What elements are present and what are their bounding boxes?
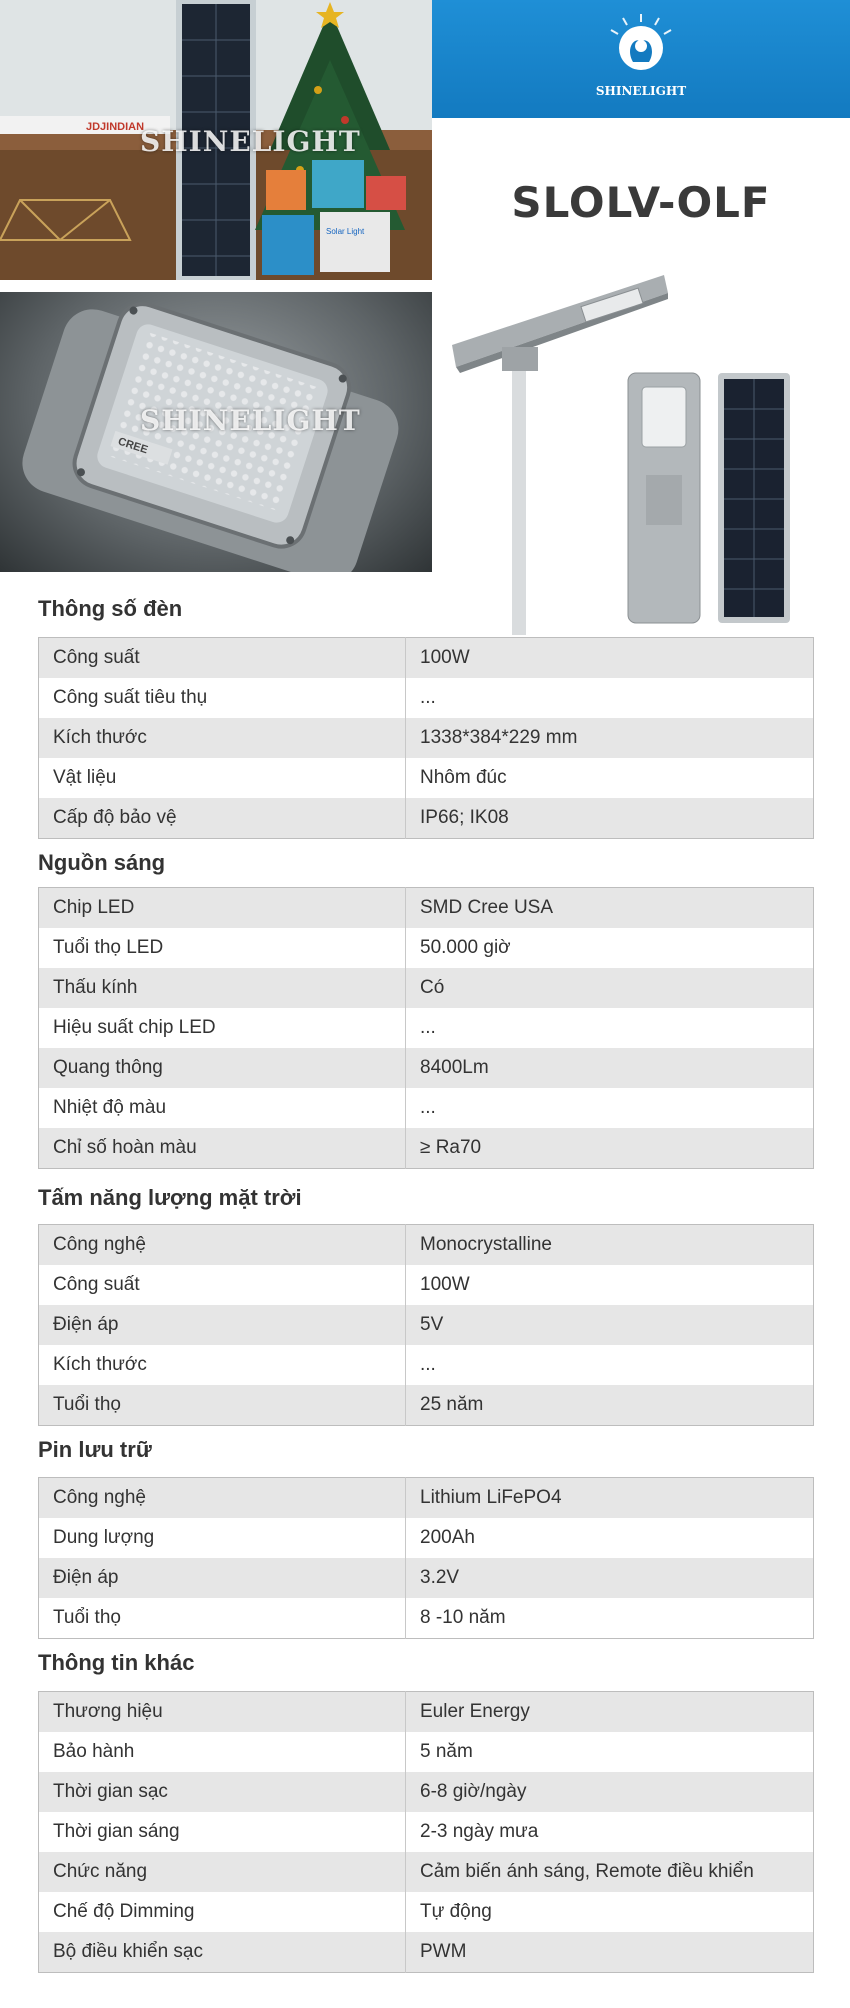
spec-value: 50.000 giờ (406, 928, 814, 968)
spec-value: ... (406, 1088, 814, 1128)
shinelight-logo-icon (432, 0, 850, 118)
street-light-product-icon (432, 235, 850, 635)
table-row (39, 888, 814, 929)
table-row (39, 678, 814, 718)
table-row (39, 1558, 814, 1598)
brand-header (432, 0, 850, 118)
table-row (39, 798, 814, 839)
spec-value: 3.2V (406, 1558, 814, 1598)
spec-label: Vật liệu (39, 758, 406, 798)
table-row (39, 1772, 814, 1812)
table-row (39, 1932, 814, 1973)
spec-label: Kích thước (39, 718, 406, 758)
spec-value: SMD Cree USA (406, 888, 814, 929)
spec-value: ... (406, 1008, 814, 1048)
spec-label: Thương hiệu (39, 1692, 406, 1733)
spec-label: Tuổi thọ (39, 1598, 406, 1639)
spec-label: Chế độ Dimming (39, 1892, 406, 1932)
led-module-photo (0, 292, 432, 572)
solar-panel-table (38, 1224, 814, 1426)
table-row (39, 928, 814, 968)
table-row (39, 638, 814, 679)
table-row (39, 1478, 814, 1519)
table-row (39, 1265, 814, 1305)
spec-value: IP66; IK08 (406, 798, 814, 839)
table-row (39, 1225, 814, 1266)
led-label-text: CREE (116, 435, 150, 457)
spec-value: 1338*384*229 mm (406, 718, 814, 758)
table-row (39, 1692, 814, 1733)
spec-value: Euler Energy (406, 1692, 814, 1733)
spec-label: Bảo hành (39, 1732, 406, 1772)
spec-value: 100W (406, 638, 814, 679)
spec-label: Chỉ số hoàn màu (39, 1128, 406, 1169)
table-row (39, 1008, 814, 1048)
spec-value: 8400Lm (406, 1048, 814, 1088)
box-label-text: Solar Light (326, 227, 365, 236)
spec-value: 8 -10 năm (406, 1598, 814, 1639)
spec-value: Có (406, 968, 814, 1008)
product-illustration (432, 235, 850, 635)
lamp-specs-table (38, 637, 814, 839)
spec-label: Dung lượng (39, 1518, 406, 1558)
spec-label: Điện áp (39, 1305, 406, 1345)
table-row (39, 1305, 814, 1345)
table-row (39, 1518, 814, 1558)
spec-label: Nhiệt độ màu (39, 1088, 406, 1128)
spec-label: Thời gian sạc (39, 1772, 406, 1812)
table-row (39, 1385, 814, 1426)
spec-label: Tuổi thọ (39, 1385, 406, 1426)
spec-value: ≥ Ra70 (406, 1128, 814, 1169)
store-display-photo (0, 0, 432, 280)
table-row (39, 1128, 814, 1169)
table-row (39, 1812, 814, 1852)
section-title-solar-panel: Tấm năng lượng mặt trời (38, 1185, 302, 1210)
section-title-other-info: Thông tin khác (38, 1650, 195, 1675)
spec-value: ... (406, 1345, 814, 1385)
table-row (39, 758, 814, 798)
spec-value: ... (406, 678, 814, 718)
spec-label: Kích thước (39, 1345, 406, 1385)
spec-value: Nhôm đúc (406, 758, 814, 798)
spec-label: Bộ điều khiển sạc (39, 1932, 406, 1973)
table-row (39, 1048, 814, 1088)
spec-label: Cấp độ bảo vệ (39, 798, 406, 839)
spec-label: Điện áp (39, 1558, 406, 1598)
spec-value: Tự động (406, 1892, 814, 1932)
spec-label: Chip LED (39, 888, 406, 929)
spec-value: Monocrystalline (406, 1225, 814, 1266)
spec-value: 5 năm (406, 1732, 814, 1772)
other-info-table (38, 1691, 814, 1973)
watermark-text: SHINELIGHT (140, 125, 361, 158)
table-row (39, 1732, 814, 1772)
spec-label: Công suất tiêu thụ (39, 678, 406, 718)
spec-label: Tuổi thọ LED (39, 928, 406, 968)
product-model-title: SLOLV-OLF (511, 178, 771, 227)
watermark-text-2: SHINELIGHT (140, 404, 361, 437)
spec-label: Quang thông (39, 1048, 406, 1088)
table-row (39, 1598, 814, 1639)
spec-value: 2-3 ngày mưa (406, 1812, 814, 1852)
spec-value: 25 năm (406, 1385, 814, 1426)
spec-label: Công suất (39, 638, 406, 679)
spec-value: 5V (406, 1305, 814, 1345)
table-row (39, 718, 814, 758)
spec-label: Thấu kính (39, 968, 406, 1008)
section-title-battery: Pin lưu trữ (38, 1437, 152, 1462)
spec-value: 6-8 giờ/ngày (406, 1772, 814, 1812)
spec-label: Thời gian sáng (39, 1812, 406, 1852)
section-title-light-source: Nguồn sáng (38, 850, 166, 875)
spec-label: Chức năng (39, 1852, 406, 1892)
table-row (39, 1088, 814, 1128)
spec-value: 100W (406, 1265, 814, 1305)
spec-label: Hiệu suất chip LED (39, 1008, 406, 1048)
spec-value: Lithium LiFePO4 (406, 1478, 814, 1519)
spec-label: Công nghệ (39, 1225, 406, 1266)
spec-label: Công suất (39, 1265, 406, 1305)
light-source-table (38, 887, 814, 1169)
battery-table (38, 1477, 814, 1639)
spec-value: Cảm biến ánh sáng, Remote điều khiển (406, 1852, 814, 1892)
brand-name: SHINELIGHT (595, 84, 687, 98)
section-title-lamp-specs: Thông số đèn (38, 596, 183, 621)
spec-value: PWM (406, 1932, 814, 1973)
table-row (39, 1852, 814, 1892)
table-row (39, 1892, 814, 1932)
store-sign-text: JDJINDIAN (86, 121, 145, 133)
table-row (39, 1345, 814, 1385)
spec-label: Công nghệ (39, 1478, 406, 1519)
spec-value: 200Ah (406, 1518, 814, 1558)
table-row (39, 968, 814, 1008)
